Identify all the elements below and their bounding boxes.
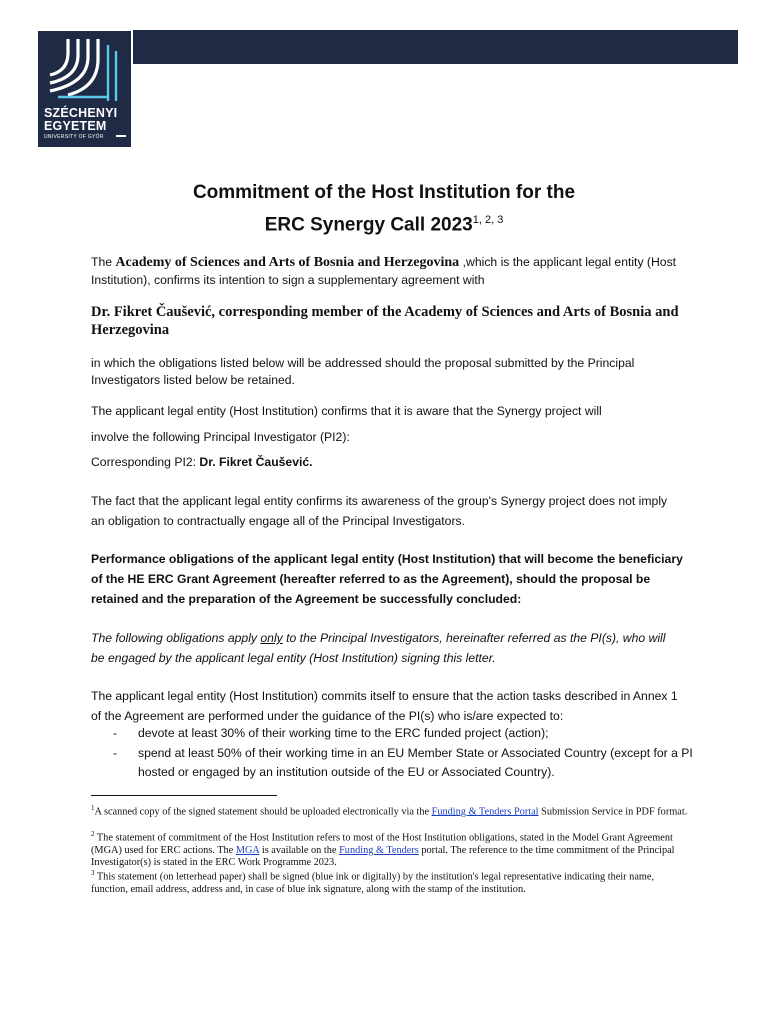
logo-line-1: SZÉCHENYI: [44, 106, 118, 120]
intro-post: ,which is the applicant legal entity (Host Institution), confirms its intention to sign a supplementary agreement with: [91, 255, 677, 287]
commits-paragraph: The applicant legal entity (Host Institution) commits itself to ensure that the action tasks described in Annex 1 of the Agreement are performed under the guidance of the PI(s) who is/are expected to:: [91, 689, 678, 723]
italic-paragraph: [91, 628, 681, 668]
footnote-2-number: 2: [91, 830, 95, 838]
aware-paragraph-line-1: The applicant legal entity (Host Institution) confirms that it is aware that the Synergy project will: [91, 404, 602, 418]
performance-paragraph: Performance obligations of the applicant legal entity (Host Institution) that will become the beneficiary of the HE ERC Grant Agreement (hereafter referred to as the Agreement), should the proposal be retained and the preparation of the Agreement be successfully concluded:: [91, 552, 683, 606]
footnote-1-post: Submission Service in PDF format.: [538, 806, 688, 818]
logo-line-2: EGYETEM: [44, 119, 107, 133]
intro-paragraph: [91, 254, 681, 288]
footnote-rule: [91, 795, 277, 796]
corresponding-pi: [91, 454, 681, 471]
header-bar: [133, 30, 738, 64]
fact-paragraph: The fact that the applicant legal entity confirms its awareness of the group's Synergy project does not imply an obligation to contractually engage all of the Principal Investigators.: [91, 494, 668, 528]
italic-post: to the Principal Investigators, hereinafter referred as the PI(s), who will be engaged by the applicant legal entity (Host Institution) signing this letter.: [91, 631, 666, 665]
logo-line-3: UNIVERSITY OF GYŐR: [44, 134, 104, 140]
italic-underlined: only: [260, 631, 283, 645]
corresponding-label: Corresponding PI2:: [91, 455, 200, 469]
pi-heading: Dr. Fikret Čaušević, corresponding member of the Academy of Sciences and Arts of Bosnia and Herzegovina: [91, 304, 679, 338]
intro-pre: The: [91, 255, 116, 269]
mga-link[interactable]: MGA: [235, 844, 260, 856]
funding-tenders-link[interactable]: Funding & Tenders: [339, 844, 419, 856]
intro-entity: Academy of Sciences and Arts of Bosnia and Herzegovina: [115, 255, 463, 270]
footnote-1-pre: A scanned copy of the signed statement should be uploaded electronically via the: [94, 806, 432, 818]
page-title-line-2: [0, 214, 768, 236]
page-title-line-1: Commitment of the Host Institution for the: [192, 182, 576, 203]
list-text: devote at least 30% of their working time to the ERC funded project (action);: [138, 726, 549, 740]
logo-mark-icon: [38, 31, 131, 107]
list-dash: -: [113, 746, 118, 760]
title-footnote-refs: 1, 2, 3: [472, 214, 504, 226]
list-text: spend at least 50% of their working time in an EU Member State or Associated Country (except for a PI hosted or engaged by an institution outside of the EU or Associated Country).: [138, 746, 693, 779]
corresponding-name: Dr. Fikret Čaušević.: [199, 455, 313, 469]
footnote-2-post: portal. The reference to the time commitment of the Principal Investigator(s) is stated in the ERC Work Programme 2023.: [91, 844, 675, 869]
footnote-2-pre: The statement of commitment of the Host Institution refers to most of the Host Institution obligations, stated in the Model Grant Agreement (MGA) used for ERC actions. The: [91, 832, 673, 856]
aware-paragraph-line-2: involve the following Principal Investigator (PI2):: [91, 430, 350, 444]
footnote-1-number: 1: [91, 804, 95, 812]
list-dash: -: [113, 726, 118, 740]
logo-dash: [116, 135, 126, 137]
italic-pre: The following obligations apply: [91, 631, 261, 645]
footnote-1: [91, 802, 691, 819]
footnote-3-text: This statement (on letterhead paper) shall be signed (blue ink or digitally) by the institution's legal representative indicating their name, function, email address, address and, in case of blue ink signature, along with the stamp of the institution.: [91, 871, 655, 895]
footnote-3: [91, 867, 691, 896]
footnote-3-number: 3: [91, 869, 95, 877]
funding-tenders-portal-link[interactable]: Funding & Tenders Portal: [431, 806, 539, 818]
university-logo: [38, 31, 131, 147]
footnote-2: [91, 828, 691, 869]
page-title-text: ERC Synergy Call 2023: [264, 214, 473, 236]
footnote-2-mid: is available on the: [259, 844, 340, 856]
obligations-paragraph: in which the obligations listed below will be addressed should the proposal submitted by the Principal Investigators listed below be retained.: [91, 356, 635, 387]
